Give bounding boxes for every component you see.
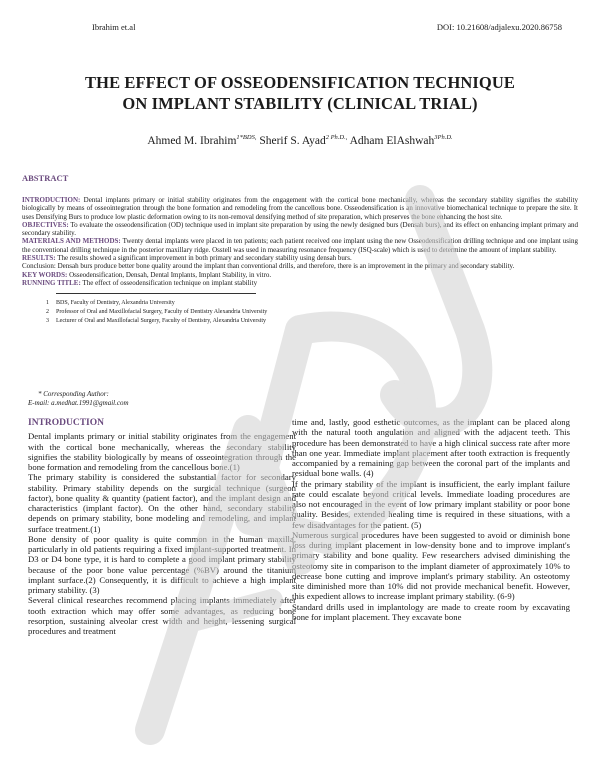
title-line-1: THE EFFECT OF OSSEODENSIFICATION TECHNIQUE bbox=[85, 73, 515, 92]
abstract-objectives-label: OBJECTIVES: bbox=[22, 220, 69, 229]
author-1-affiliation: 1*BDS, bbox=[236, 134, 257, 141]
footnote-3-number: 3 bbox=[46, 318, 49, 325]
author-3-name: Adham ElAshwah bbox=[349, 134, 435, 147]
footnote-3-text: Lecturer of Oral and Maxillofacial Surgery, Faculty of Dentistry, Alexandria University bbox=[56, 318, 267, 325]
title-line-2: ON IMPLANT STABILITY (CLINICAL TRIAL) bbox=[122, 94, 478, 113]
abstract-running-title-label: RUNNING TITLE: bbox=[22, 278, 81, 287]
footnote-1-text: BDS, Faculty of Dentistry, Alexandria University bbox=[56, 300, 175, 307]
abstract-objectives-text: To evaluate the osseodensification (OD) technique used in implant site preparation by using the newly designed burs (Densah burs), and its effect on enhancing implant primary and secondary stability. bbox=[22, 220, 578, 238]
body-paragraph: Numerous surgical procedures have been suggested to avoid or diminish bone loss during implant placement in low-density bone and to improve implant's primary stability and bone quality. Few researchers advised diminishing the osteotomy site in comparison to the implant diameter of approximately 10% to decrease bone cutting and improve implant's primary stability. An osteotomy site diminished more than 10% did not provide mechanical benefit. However, this expedient allows to increase implant primary stability. (6-9) bbox=[292, 529, 570, 602]
running-header-doi: DOI: 10.21608/adjalexu.2020.86758 bbox=[436, 22, 562, 32]
footnote-1-number: 1 bbox=[46, 300, 49, 307]
abstract-keywords-label: KEY WORDS: bbox=[22, 270, 68, 279]
abstract-intro-text: Dental implants primary or initial stability originates from the engagement with the cortical bone mechanically, whereas the secondary stability signifies the stability biologically by means of osseointegration through the bone formation and remodeling from the cancellous bone. Osseodensification is an innovative biomechanical technique to prepare the site. It uses Densifying Burs to produce low plastic deformation owing to its non-removal densifying method of site preparation, which preserves the bone enhancing the host site. bbox=[22, 196, 578, 221]
abstract-running-title-text: The effect of osseodensification technique on implant stability bbox=[80, 278, 258, 287]
author-3-affiliation: 3Ph.D. bbox=[434, 134, 453, 141]
abstract-methods-text: Twenty dental implants were placed in ten patients; each patient received one implant using the new Osseodensification drilling technique and one implant using the conventional drilling technique in the posterior maxillary ridge. Osstell was used in measuring resonance frequency (ISQ-scale) which is used to determine the amount of implant stability. bbox=[22, 237, 578, 254]
abstract-body bbox=[22, 196, 578, 326]
footnote-2 bbox=[46, 308, 578, 316]
paper-title bbox=[20, 72, 580, 114]
abstract-heading: ABSTRACT bbox=[22, 173, 69, 183]
body-column-right bbox=[292, 417, 570, 622]
corresponding-author-email[interactable]: E-mail: a.medhat.1991@gmail.com bbox=[28, 399, 129, 407]
footnote-3 bbox=[46, 317, 578, 325]
abstract-methods-label: MATERIALS AND METHODS: bbox=[22, 237, 121, 246]
footnote-2-text: Professor of Oral and Maxillofacial Surgery, Faculty of Dentistry Alexandria University bbox=[56, 309, 268, 316]
abstract-results-text: The results showed a significant improvement in both primary and secondary stability using densah burs. bbox=[55, 254, 352, 263]
author-list bbox=[20, 134, 580, 147]
footnote-1 bbox=[46, 299, 578, 307]
author-1-name: Ahmed M. Ibrahim bbox=[147, 134, 237, 147]
footnote-2-number: 2 bbox=[46, 309, 49, 316]
body-paragraph: time and, lastly, good esthetic outcomes, as the implant can be placed along with the natural tooth angulation and aligned with the adjacent teeth. This procedure has been demonstrated to have a high clinical success rate after more than one year. Immediate implant placement after tooth extraction is frequently accompanied by a remaining gap between the coronal part of the implants and residual bone walls. (4) bbox=[292, 417, 570, 479]
footnote-divider bbox=[56, 293, 256, 294]
abstract-results bbox=[22, 254, 578, 262]
introduction-heading: INTRODUCTION bbox=[28, 418, 105, 428]
abstract-running-title bbox=[22, 279, 578, 287]
running-header-authors: Ibrahim et.al bbox=[92, 22, 136, 32]
abstract-keywords bbox=[22, 271, 578, 279]
author-2-affiliation: 2 Ph.D., bbox=[325, 134, 348, 141]
abstract-keywords-text: Osseodensification, Densah, Dental Implants, Implant Stability, in vitro. bbox=[67, 270, 272, 279]
body-paragraph: Bone density of poor quality is quite common in the human maxilla, particularly in old patients requiring a fixed implant-supported treatment. In D3 or D4 bone type, it is hard to complete a good implant primary stability because of the poor bone value percentage (%BV) around the titanium implant surface.(2) Consequently, it is difficult to achieve a high implant primary stability. (3) bbox=[28, 533, 296, 595]
abstract-intro-label: INTRODUCTION: bbox=[22, 196, 81, 204]
author-2-name: Sherif S. Ayad bbox=[259, 134, 326, 147]
corresponding-author bbox=[28, 390, 129, 408]
abstract-methods bbox=[22, 237, 578, 254]
abstract-introduction bbox=[22, 196, 578, 221]
body-paragraph: Standard drills used in implantology are made to create room by excavating bone for implant placement. They excavate bone bbox=[292, 601, 570, 622]
body-column-left bbox=[28, 418, 296, 636]
abstract-objectives bbox=[22, 221, 578, 238]
body-paragraph: Several clinical researches recommend placing implants immediately after tooth extraction which may offer some advantages, as reducing bone resorption, sustaining alveolar crest width and height, lessening surgical procedures and treatment bbox=[28, 595, 296, 636]
abstract-conclusion: Conclusion: Densah burs produce better bone quality around the implant than conventional drills, and therefore, there is an improvement in the primary and secondary stability. bbox=[22, 262, 515, 271]
body-paragraph: The primary stability is considered the substantial factor for secondary stability. Primary stability depends on the surgical technique (surgeon factor), bone quality & quantity (patient factor), and the implant design and characteristics (implant factor). On the other hand, secondary stability depends on primary stability, bone modeling and remodeling, and implant surface treatment.(1) bbox=[28, 472, 296, 534]
abstract-results-label: RESULTS: bbox=[22, 254, 56, 263]
body-paragraph: Dental implants primary or initial stability originates from the engagement with the cortical bone mechanically, whereas the secondary stability signifies the stability biologically by means of osseointegration through the bone formation and remodeling from the cancellous bone.(1) bbox=[28, 431, 296, 472]
body-paragraph: If the primary stability of the implant is insufficient, the early implant failure rate could escalate beyond critical levels. Immediate loading procedures are also not encouraged in the event of low primary implant stability or poor bone quality. Besides, extended healing time is required in these situations, with a few disadvantages for the patient. (5) bbox=[292, 478, 570, 530]
corresponding-author-label: * Corresponding Author: bbox=[38, 390, 109, 398]
